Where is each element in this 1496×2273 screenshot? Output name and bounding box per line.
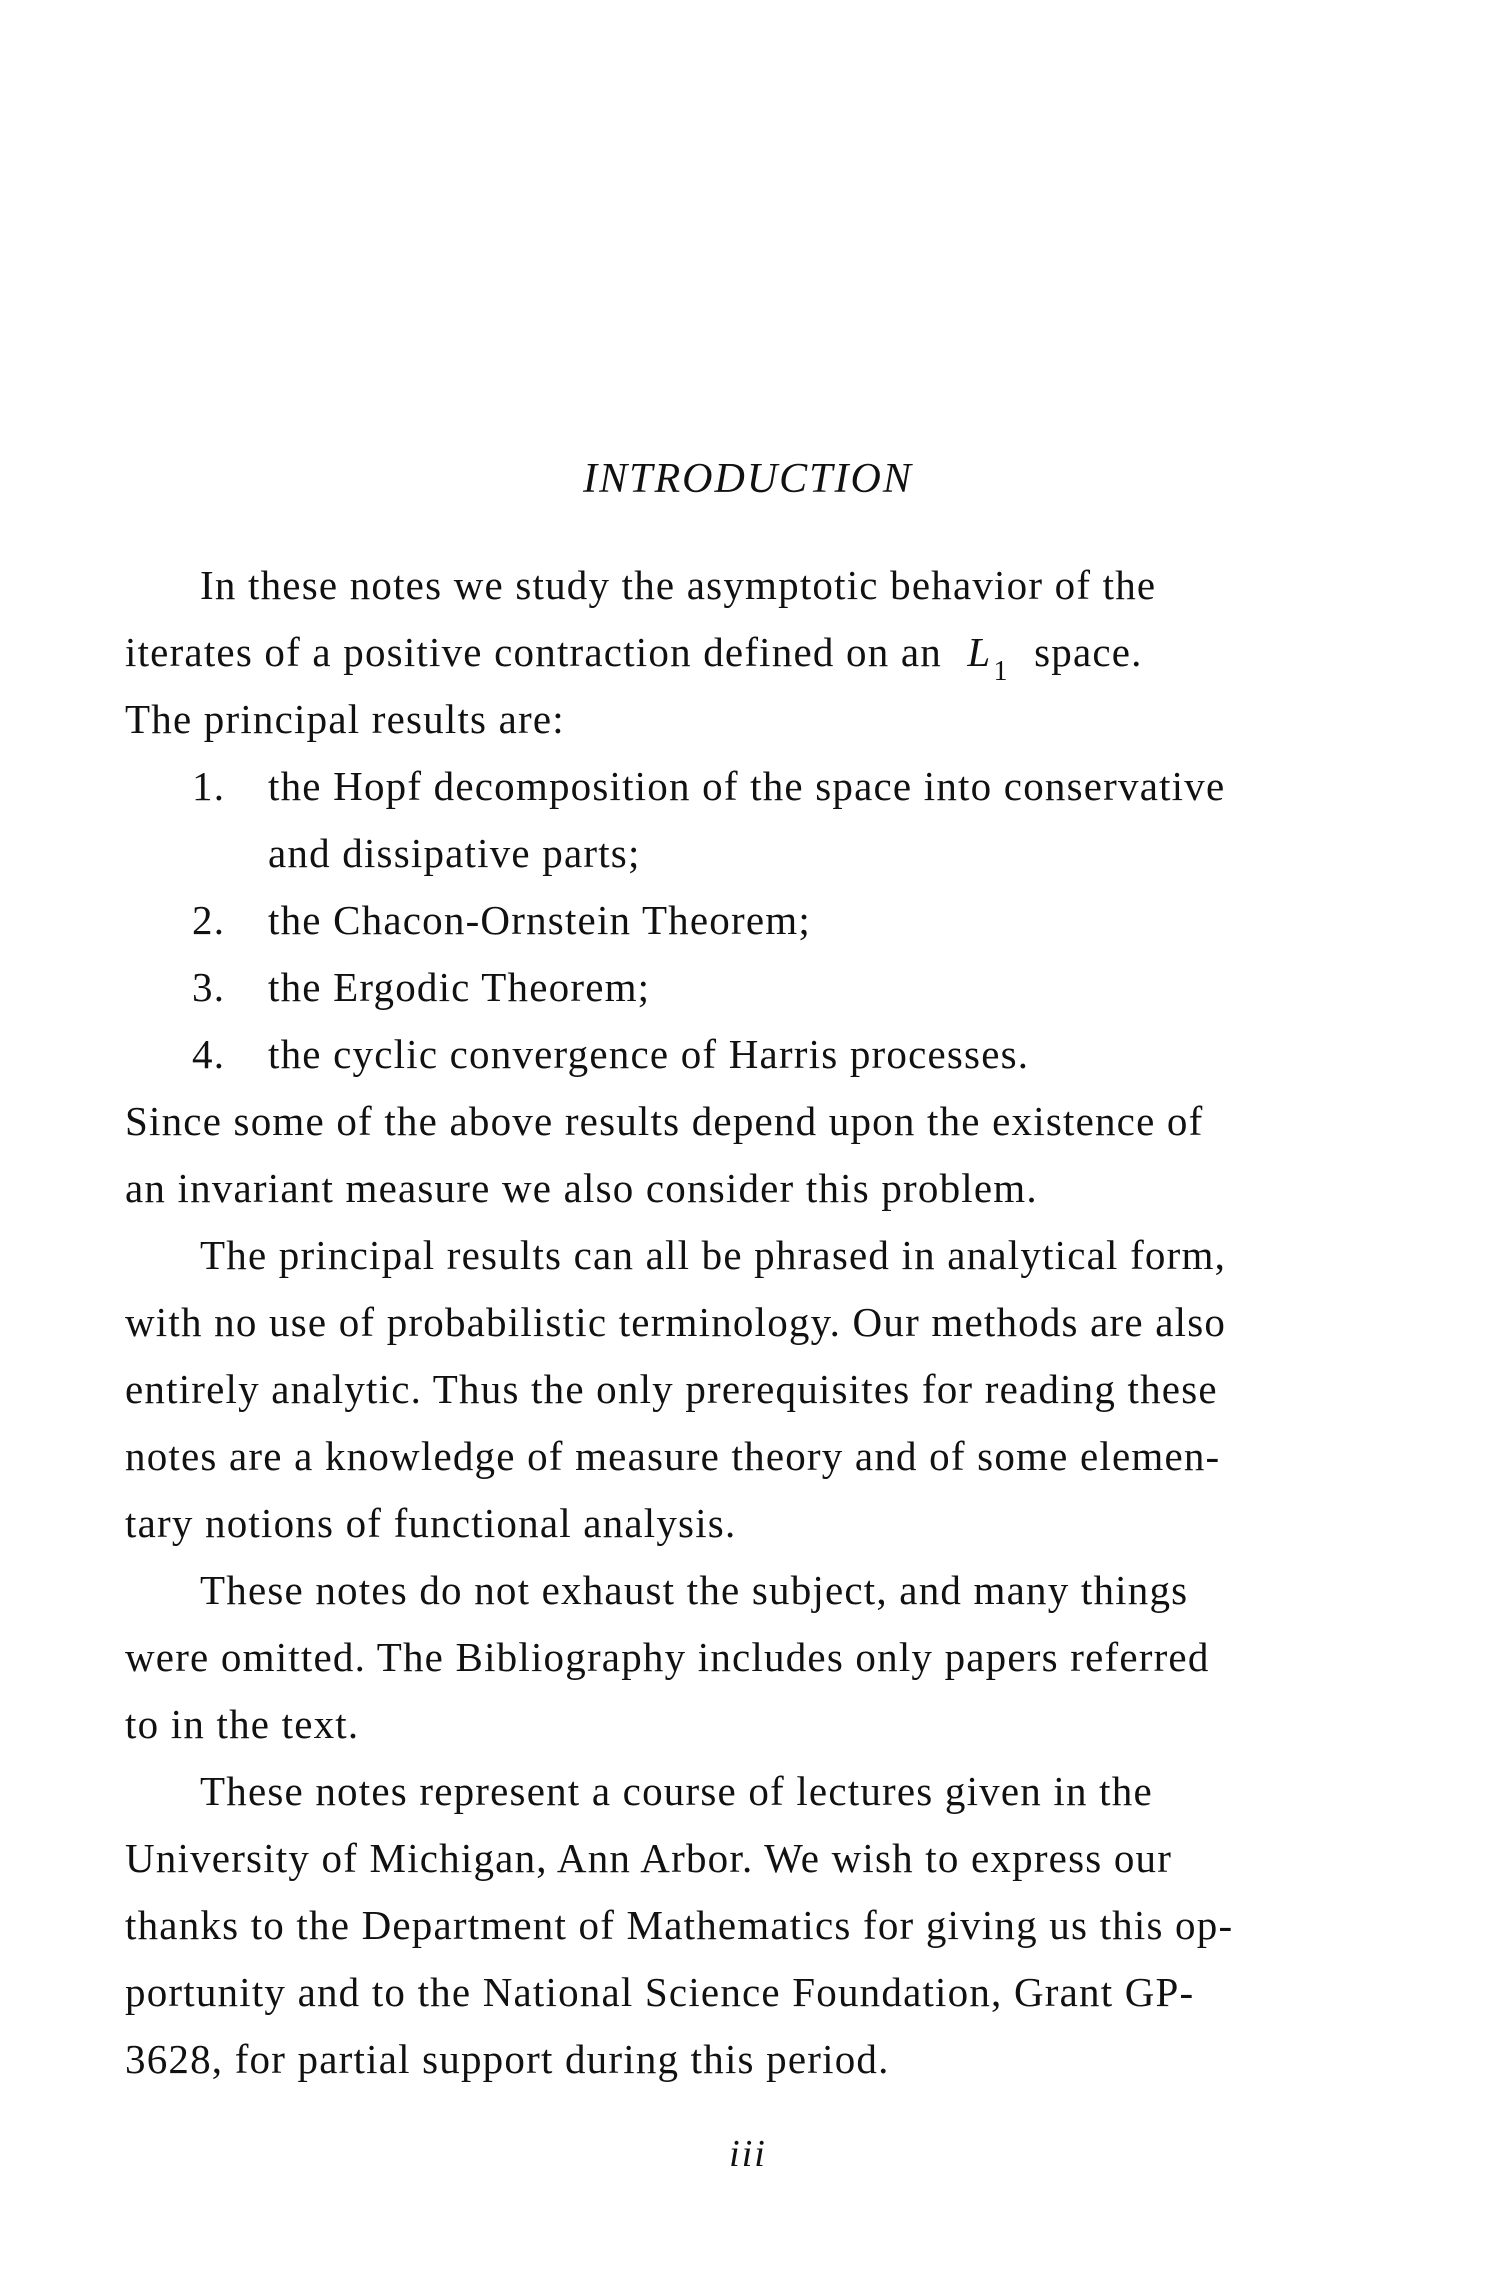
paragraph-3-line-1: The principal results can all be phrased in analytical form, <box>200 1232 1227 1278</box>
paragraph-5-line-1: These notes represent a course of lectures given in the <box>200 1768 1153 1814</box>
list-item-number: 1. <box>192 763 226 809</box>
list-item: the Chacon-Ornstein Theorem; <box>268 897 811 943</box>
paragraph-1-line-2-end: space. <box>1034 629 1143 675</box>
list-item-number: 4. <box>192 1031 226 1077</box>
list-item: the Ergodic Theorem; <box>268 964 651 1010</box>
paragraph-5-line-3: thanks to the Department of Mathematics for giving us this op- <box>125 1902 1234 1948</box>
list-item-number: 2. <box>192 897 226 943</box>
list-item-number: 3. <box>192 964 226 1010</box>
paragraph-5-line-5: 3628, for partial support during this period. <box>125 2036 890 2082</box>
list-item: the cyclic convergence of Harris processes. <box>268 1031 1030 1077</box>
list-item: the Hopf decomposition of the space into conservative <box>268 763 1226 809</box>
paragraph-2-line-1: Since some of the above results depend upon the existence of <box>125 1098 1204 1144</box>
page-number: iii <box>729 2133 767 2175</box>
paragraph-3-line-2: with no use of probabilistic terminology. Our methods are also <box>125 1299 1227 1345</box>
paragraph-4-line-2: were omitted. The Bibliography includes only papers referred <box>125 1634 1210 1680</box>
math-symbol-l: L <box>967 629 992 675</box>
paragraph-1-line-2 <box>125 629 1143 687</box>
paragraph-2-line-2: an invariant measure we also consider this problem. <box>125 1165 1038 1211</box>
paragraph-5-line-4: portunity and to the National Science Foundation, Grant GP- <box>125 1969 1195 2015</box>
paragraph-3-line-4: notes are a knowledge of measure theory and of some elemen- <box>125 1433 1221 1479</box>
paragraph-3-line-5: tary notions of functional analysis. <box>125 1500 737 1546</box>
math-subscript: 1 <box>993 656 1009 687</box>
paragraph-3-line-3: entirely analytic. Thus the only prerequisites for reading these <box>125 1366 1218 1412</box>
paragraph-4-line-3: to in the text. <box>125 1701 360 1747</box>
paragraph-1-line-1: In these notes we study the asymptotic behavior of the <box>200 562 1157 608</box>
page-title: INTRODUCTION <box>583 456 913 502</box>
paragraph-4-line-1: These notes do not exhaust the subject, and many things <box>200 1567 1189 1613</box>
paragraph-1-line-2-text: iterates of a positive contraction defined on an <box>125 629 942 675</box>
paragraph-1-line-3: The principal results are: <box>125 696 565 742</box>
paragraph-5-line-2: University of Michigan, Ann Arbor. We wish to express our <box>125 1835 1173 1881</box>
list-item-continuation: and dissipative parts; <box>268 830 641 876</box>
